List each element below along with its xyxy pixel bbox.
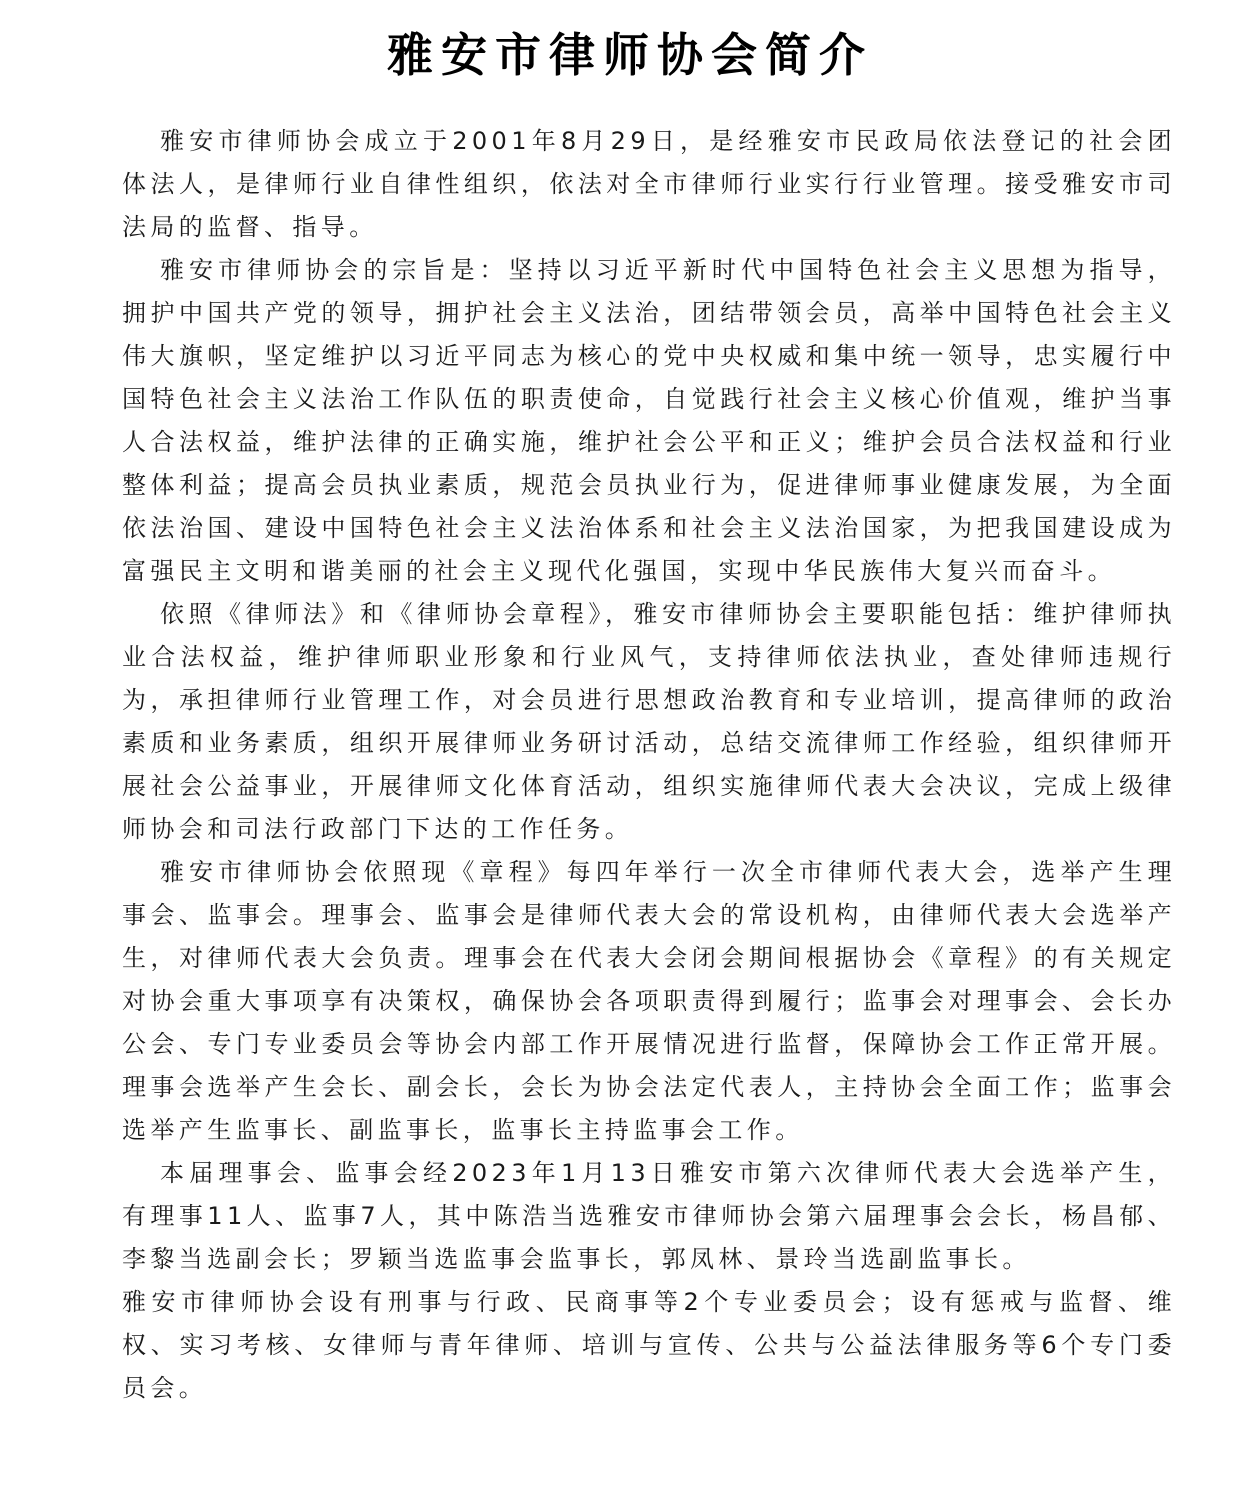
page-title: 雅安市律师协会简介 [387,28,873,82]
paragraph-organization: 雅安市律师协会依照现《章程》每四年举行一次全市律师代表大会，选举产生理事会、监事会。理事会、监事会是律师代表大会的常设机构，由律师代表大会选举产生，对律师代表大会负责。理事会在代表大会闭会期间根据协会《章程》的有关规定对协会重大事项享有决策权，确保协会各项职责得到履行；监事会对理事会、会长办公会、专门专业委员会等协会内部工作开展情况进行监督，保障协会工作正常开展。理事会选举产生会长、副会长，会长为协会法定代表人，主持协会全面工作；监事会选举产生监事长、副监事长，监事长主持监事会工作。 [122,858,1176,1144]
paragraph-functions: 依照《律师法》和《律师协会章程》，雅安市律师协会主要职能包括：维护律师执业合法权益，维护律师职业形象和行业风气，支持律师依法执业，查处律师违规行为，承担律师行业管理工作，对会员进行思想政治教育和专业培训，提高律师的政治素质和业务素质，组织开展律师业务研讨活动，总结交流律师工作经验，组织律师开展社会公益事业，开展律师文化体育活动，组织实施律师代表大会决议，完成上级律师协会和司法行政部门下达的工作任务。 [122,600,1176,843]
paragraph-founding: 雅安市律师协会成立于2001年8月29日，是经雅安市民政局依法登记的社会团体法人，是律师行业自律性组织，依法对全市律师行业实行行业管理。接受雅安市司法局的监督、指导。 [122,127,1176,241]
paragraph-purpose: 雅安市律师协会的宗旨是：坚持以习近平新时代中国特色社会主义思想为指导，拥护中国共产党的领导，拥护社会主义法治，团结带领会员，高举中国特色社会主义伟大旗帜，坚定维护以习近平同志为核心的党中央权威和集中统一领导，忠实履行中国特色社会主义法治工作队伍的职责使命，自觉践行社会主义核心价值观，维护当事人合法权益，维护法律的正确实施，维护社会公平和正义；维护会员合法权益和行业整体利益；提高会员执业素质，规范会员执业行为，促进律师事业健康发展，为全面依法治国、建设中国特色社会主义法治体系和社会主义法治国家，为把我国建设成为富强民主文明和谐美丽的社会主义现代化强国，实现中华民族伟大复兴而奋斗。 [122,256,1176,585]
paragraph-committees: 雅安市律师协会设有刑事与行政、民商事等2个专业委员会；设有惩戒与监督、维权、实习考核、女律师与青年律师、培训与宣传、公共与公益法律服务等6个专门委员会。 [122,1288,1176,1402]
document-body [122,120,1176,1410]
paragraph-current-council: 本届理事会、监事会经2023年1月13日雅安市第六次律师代表大会选举产生，有理事11人、监事7人，其中陈浩当选雅安市律师协会第六届理事会会长，杨昌郁、李黎当选副会长；罗颖当选监事会监事长，郭凤林、景玲当选副监事长。 [122,1159,1176,1273]
